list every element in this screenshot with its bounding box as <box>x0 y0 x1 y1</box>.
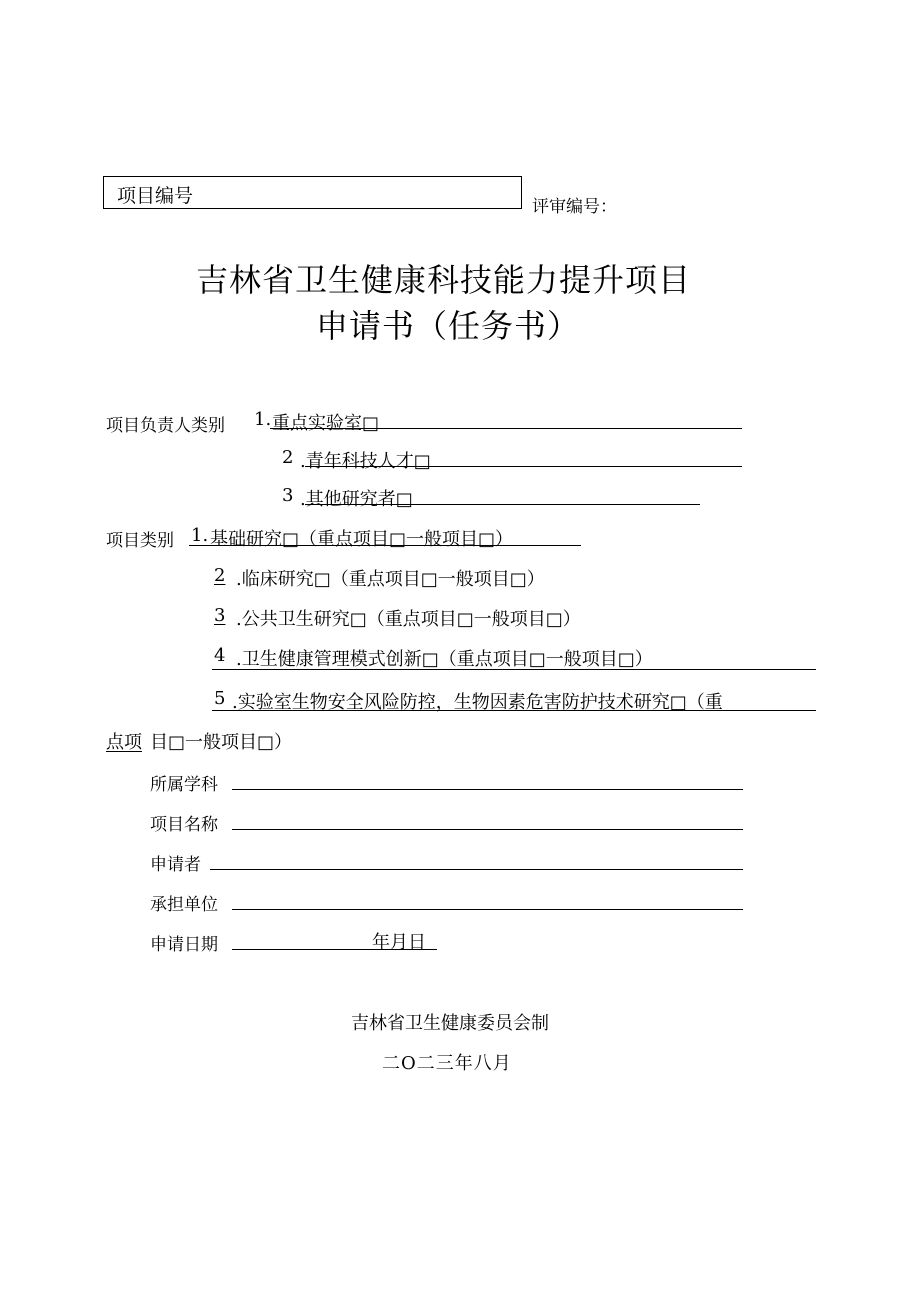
category-option-5[interactable]: .实验室生物安全风险防控，生物因素危害防护技术研究□（重 <box>232 692 723 713</box>
project-name-input-line[interactable] <box>232 829 743 830</box>
date-suffix: 年月日 <box>372 932 426 953</box>
title-line-2: 申请书（任务书） <box>316 307 581 345</box>
leader-option-2-num: 2 <box>282 447 294 468</box>
title-line-1: 吉林省卫生健康科技能力提升项目 <box>196 261 692 299</box>
leader-option-1-num: 1. <box>254 409 272 430</box>
leader-option-2[interactable]: .青年科技人才□ <box>300 451 431 472</box>
discipline-input-line[interactable] <box>232 789 743 790</box>
category-option-5-line <box>212 710 816 711</box>
leader-category-label: 项目负责人类别 <box>106 416 225 436</box>
discipline-label: 所属学科 <box>150 775 218 795</box>
category-option-2-num: 2 <box>214 565 226 586</box>
category-option-3-num: 3 <box>214 605 226 626</box>
category-option-4-num: 4 <box>214 645 226 666</box>
leader-option-2-line <box>305 466 742 467</box>
unit-input-line[interactable] <box>232 909 743 910</box>
category-option-1-line <box>189 545 581 546</box>
leader-option-1-line <box>270 428 742 429</box>
project-number-label: 项目编号 <box>117 185 194 207</box>
leader-option-3[interactable]: .其他研究者□ <box>300 489 413 510</box>
category-option-2[interactable]: .临床研究□（重点项目□一般项目□） <box>236 569 545 590</box>
category-option-1[interactable]: 基础研究□（重点项目□一般项目□） <box>210 529 514 550</box>
project-category-label: 项目类别 <box>106 531 174 551</box>
issuer: 吉林省卫生健康委员会制 <box>351 1013 549 1034</box>
category-option-4[interactable]: .卫生健康管理模式创新□（重点项目□一般项目□） <box>236 649 653 670</box>
category-option-5-continuation-a: 点项 <box>106 732 142 753</box>
date-label: 申请日期 <box>150 935 218 955</box>
leader-option-3-num: 3 <box>282 485 294 506</box>
category-option-4-line <box>212 669 816 670</box>
review-number-label: 评审编号： <box>532 197 617 217</box>
unit-label: 承担单位 <box>150 895 218 915</box>
applicant-input-line[interactable] <box>210 869 743 870</box>
category-option-3[interactable]: .公共卫生研究□（重点项目□一般项目□） <box>236 609 581 630</box>
category-option-5-num: 5 <box>214 688 226 709</box>
category-option-1-num: 1. <box>191 525 209 546</box>
category-option-5-continuation-b: 目□一般项目□） <box>150 732 293 753</box>
leader-option-3-line <box>305 504 700 505</box>
applicant-label: 申请者 <box>150 855 201 875</box>
issue-date: 二O二三年八月 <box>382 1053 512 1074</box>
leader-option-1[interactable]: 重点实验室□ <box>272 413 380 434</box>
project-name-label: 项目名称 <box>150 815 218 835</box>
